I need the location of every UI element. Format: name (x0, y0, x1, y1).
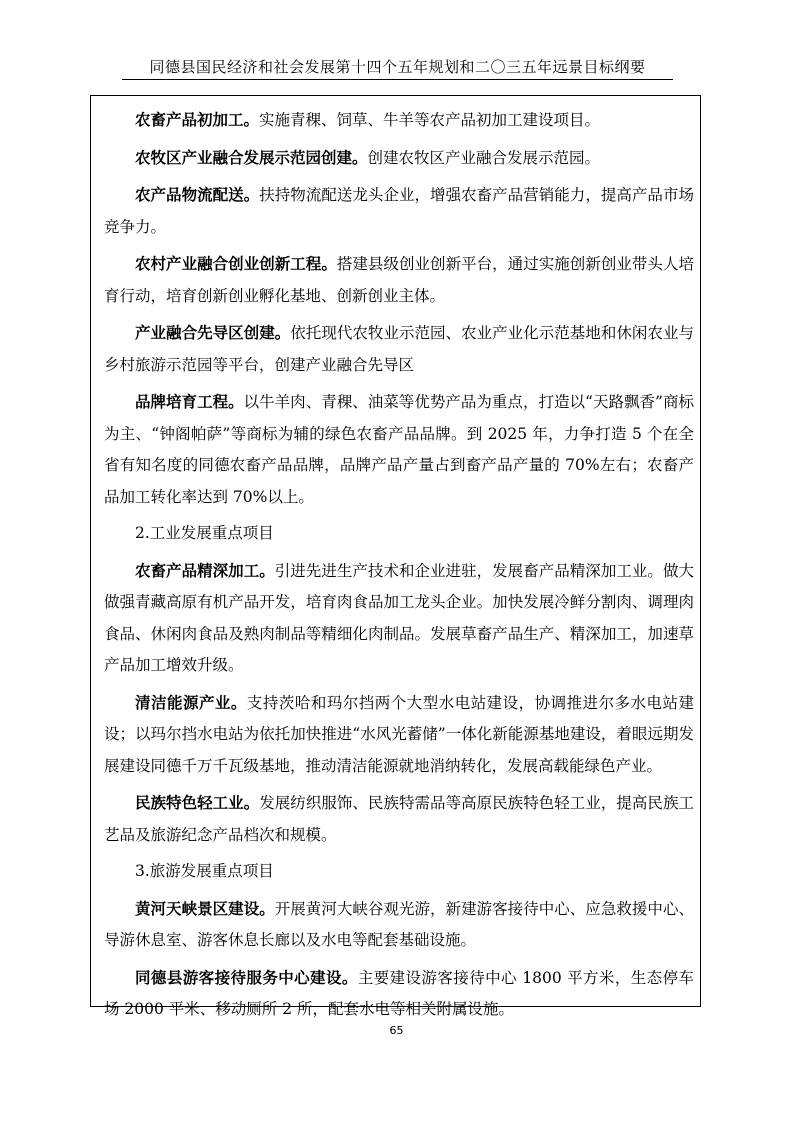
paragraph-heading: 民族特色轻工业。 (135, 793, 260, 812)
paragraph-text: 引进先进生产技术和企业进驻，发展畜产品精深加工业。做大做强青藏高原有机产品开发，培育肉食品加工龙头企业。加快发展冷鲜分割肉、调理肉食品、休闲肉食品及熟肉制品等精细化肉制品。发展草畜产品生产、精深加工，加速草产品加工增效升级。 (104, 561, 694, 674)
page-number: 65 (389, 1024, 404, 1037)
paragraph (104, 317, 694, 381)
header-rule (122, 79, 673, 80)
paragraph (104, 787, 694, 851)
paragraph-heading: 品牌培育工程。 (135, 392, 244, 411)
paragraph-text: 主要建设游客接待中心 1800 平方米，生态停车场 2000 平米、移动厕所 2 所，配套水电等相关附属设施。 (104, 968, 694, 1018)
paragraph-heading: 黄河天峡景区建设。 (135, 898, 275, 918)
section-heading: 3.旅游发展重点项目 (135, 862, 274, 880)
paragraph-text: 搭建县级创业创新平台，通过实施创新创业带头人培育行动，培育创新创业孵化基地、创新创业主体。 (104, 255, 694, 305)
paragraph (104, 962, 694, 1026)
paragraph-text: 以牛羊肉、青稞、油菜等优势产品为重点，打造以“天路飘香”商标为主、“钟阁帕萨”等商标为辅的绿色农畜产品品牌。到 2025 年，力争打造 5 个在全省有知名度的同德农畜产品品牌，品牌产品产量占到畜产品产量的 70%左右；农畜产品加工转化率达到 70%以上。 (104, 393, 694, 506)
paragraph (104, 179, 694, 243)
paragraph (104, 687, 694, 783)
paragraph-heading: 农畜产品精深加工。 (135, 560, 275, 580)
paragraph-heading: 产业融合先导区创建。 (135, 323, 291, 342)
paragraph-heading: 农牧区产业融合发展示范园创建。 (135, 147, 368, 167)
paragraph-text: 创建农牧区产业融合发展示范园。 (367, 148, 601, 167)
paragraph-text: 发展纺织服饰、民族特需品等高原民族特色轻工业，提高民族工艺品及旅游纪念产品档次和规模。 (104, 794, 694, 844)
paragraph (104, 104, 694, 137)
paragraph-heading: 清洁能源产业。 (135, 692, 247, 712)
paragraph-text: 开展黄河大峡谷观光游，新建游客接待中心、应急救援中心、导游休息室、游客休息长廊以及水电等配套基础设施。 (104, 899, 694, 949)
paragraph-text: 实施青稞、饲草、牛羊等农产品初加工建设项目。 (259, 111, 601, 129)
paragraph (104, 386, 694, 513)
paragraph-heading: 农产品物流配送。 (135, 185, 260, 204)
document-body (104, 104, 694, 1031)
paragraph-text: 依托现代农牧业示范园、农业产业化示范基地和休闲农业与乡村旅游示范园等平台，创建产业融合先导区 (104, 324, 694, 374)
paragraph-heading: 同德县游客接待服务中心建设。 (135, 967, 358, 987)
paragraph (104, 555, 694, 682)
page-header-title: 同德县国民经济和社会发展第十四个五年规划和二〇三五年远景目标纲要 (149, 58, 646, 76)
paragraph (104, 142, 694, 175)
paragraph (104, 893, 694, 957)
section-heading: 2.工业发展重点项目 (135, 524, 274, 542)
paragraph-text: 扶持物流配送龙头企业，增强农畜产品营销能力，提高产品市场竞争力。 (104, 186, 694, 236)
paragraph-heading: 农村产业融合创业创新工程。 (135, 254, 337, 273)
paragraph-heading: 农畜产品初加工。 (135, 110, 260, 129)
paragraph (104, 248, 694, 312)
paragraph-text: 支持茨哈和玛尔挡两个大型水电站建设，协调推进尔多水电站建设；以玛尔挡水电站为依托加快推进“水风光蓄储”一体化新能源基地建设，着眼远期发展建设同德千万千瓦级基地，推动清洁能源就地消纳转化，发展高载能绿色产业。 (104, 693, 694, 775)
